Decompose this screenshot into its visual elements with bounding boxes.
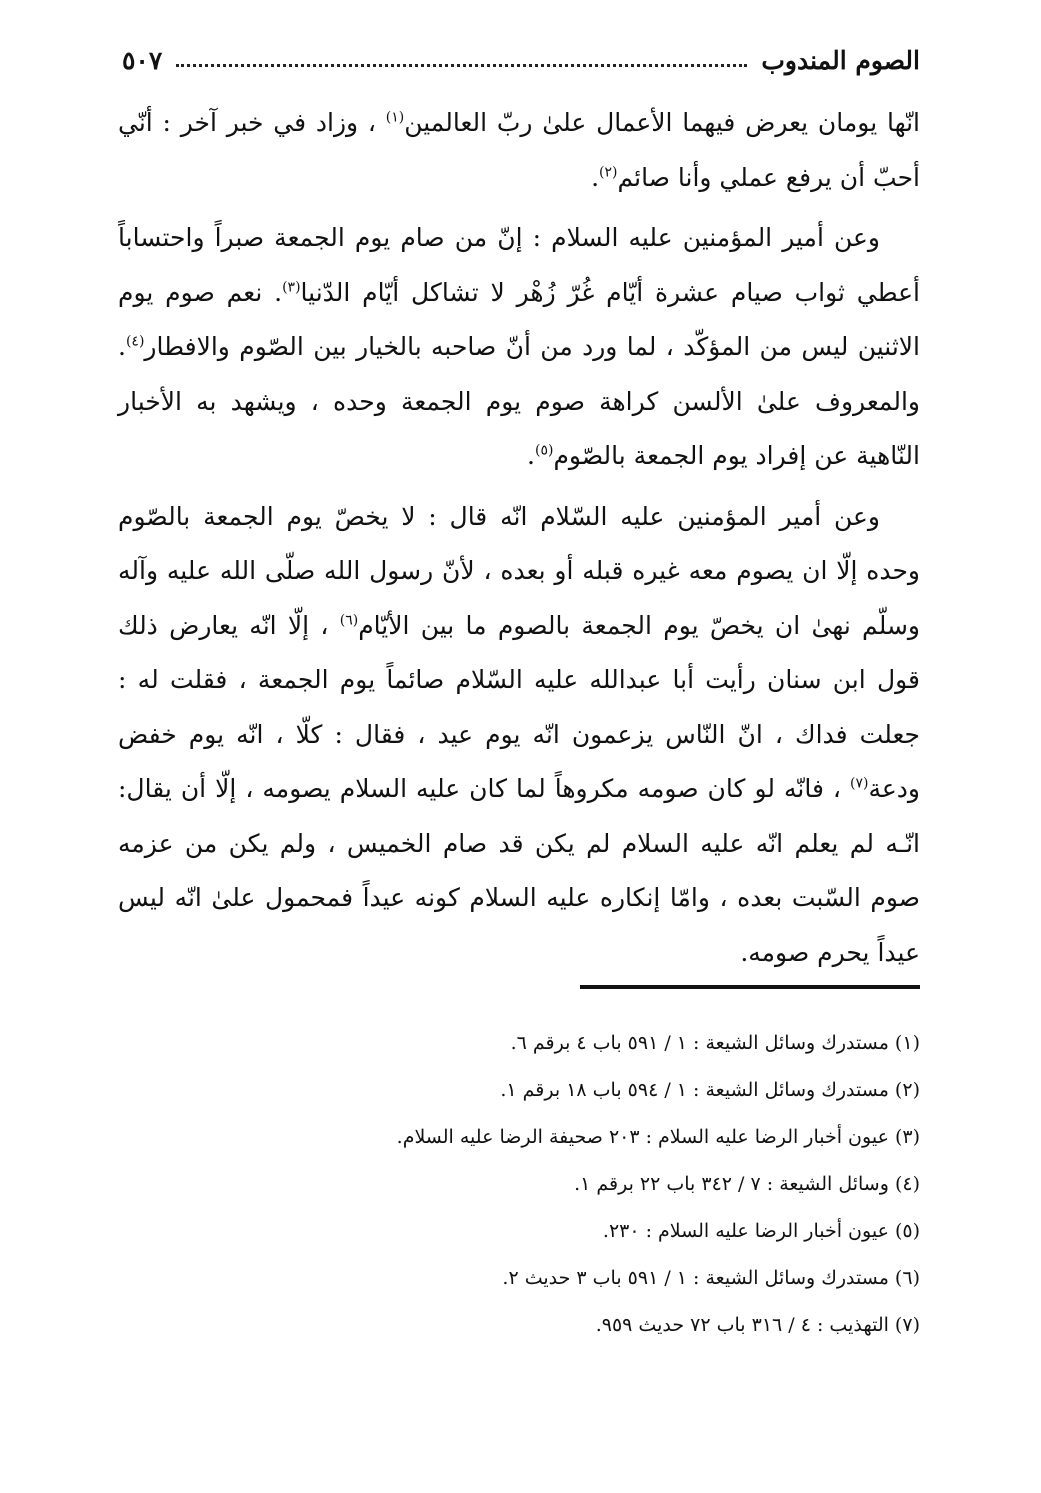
- footnote-separator: [580, 985, 920, 989]
- footnote-3: (٣) عيون أخبار الرضا عليه السلام : ٢٠٣ صحيفة الرضا عليه السلام.: [396, 1126, 920, 1148]
- chapter-title: الصوم المندوب: [761, 45, 920, 75]
- paragraph-3: [118, 490, 920, 981]
- running-header: [122, 38, 920, 82]
- main-text: [118, 96, 920, 986]
- paragraph-2-text-d: .: [527, 441, 535, 470]
- leader-dots: [176, 64, 747, 67]
- footnote-1: (١) مستدرك وسائل الشيعة : ١ / ٥٩١ باب ٤ برقم ٦.: [510, 1032, 920, 1054]
- footnote-5: (٥) عيون أخبار الرضا عليه السلام : ٢٣٠.: [602, 1220, 920, 1242]
- footnotes-list: [118, 1020, 920, 1349]
- footnote-6: (٦) مستدرك وسائل الشيعة : ١ / ٥٩١ باب ٣ حديث ٢.: [502, 1267, 920, 1289]
- footnote-ref-5: (٥): [534, 442, 554, 459]
- paragraph-1-text-c: .: [591, 162, 600, 192]
- paragraph-2-text-b: . نعم صوم يوم الاثنين ليس من المؤكّد ، لما ورد من أنّ صاحبه بالخيار بين الصّوم والافطار: [118, 277, 920, 361]
- paragraph-3-text-a: وعن أمير المؤمنين عليه السّلام انّه قال : لا يخصّ يوم الجمعة بالصّوم وحده إلّا ان يصوم معه غيره قبله أو بعده ، لأنّ رسول الله صلّى الله عليه وآله وسلّم نهىٰ ان يخصّ يوم الجمعة بالصوم ما بين الأيّام: [118, 501, 920, 640]
- footnote-ref-2: (٢): [599, 164, 618, 181]
- footnote-ref-3: (٣): [282, 279, 301, 296]
- footnote-ref-6: (٦): [339, 612, 359, 629]
- footnote-7: (٧) التهذيب : ٤ / ٣١٦ باب ٧٢ حديث ٩٥٩.: [595, 1314, 920, 1336]
- paragraph-1: [118, 96, 920, 205]
- footnote-ref-1: (١): [385, 109, 405, 126]
- paragraph-1-text-b: ، وزاد في خبر آخر : أنّي أحبّ أن يرفع عملي وأنا صائم: [118, 108, 920, 192]
- paragraph-3-text-b: ، إلّا انّه يعارض ذلك قول ابن سنان رأيت أبا عبدالله عليه السّلام صائماً يوم الجمعة ، فقلت له : جعلت فداك ، انّ النّاس يزعمون انّه يوم عيد ، فقال : كلّا ، انّه يوم خفض ودعة: [118, 610, 920, 803]
- footnote-2: (٢) مستدرك وسائل الشيعة : ١ / ٥٩٤ باب ١٨ برقم ١.: [500, 1079, 920, 1101]
- paragraph-3-text-c: ، فانّه لو كان صومه مكروهاً لما كان عليه السلام يصومه ، إلّا أن يقال: انّـه لم يعلم انّه عليه السلام لم يكن قد صام الخميس ، ولم يكن من عزمه صوم السّبت بعده ، وامّا إنكاره عليه السلام كونه عيداً فمحمول علىٰ انّه ليس عيداً يحرم صومه.: [118, 774, 920, 967]
- page-number: ٥٠٧: [122, 45, 163, 75]
- paragraph-1-text-a: انّها يومان يعرض فيهما الأعمال علىٰ ربّ العالمين: [404, 108, 920, 137]
- footnote-4: (٤) وسائل الشيعة : ٧ / ٣٤٢ باب ٢٢ برقم ١.: [574, 1173, 920, 1195]
- footnote-ref-4: (٤): [125, 333, 145, 350]
- paragraph-2-text-a: وعن أمير المؤمنين عليه السلام : إنّ من صام يوم الجمعة صبراً واحتساباً أعطي ثواب صيام عشرة أيّام غُرّ زُهْر لا تشاكل أيّام الدّنيا: [118, 223, 921, 307]
- paragraph-2-text-c: . والمعروف علىٰ الألسن كراهة صوم يوم الجمعة وحده ، ويشهد به الأخبار النّاهية عن إفراد يوم الجمعة بالصّوم: [118, 332, 920, 470]
- paragraph-2: [118, 211, 920, 484]
- footnote-ref-7: (٧): [850, 775, 869, 792]
